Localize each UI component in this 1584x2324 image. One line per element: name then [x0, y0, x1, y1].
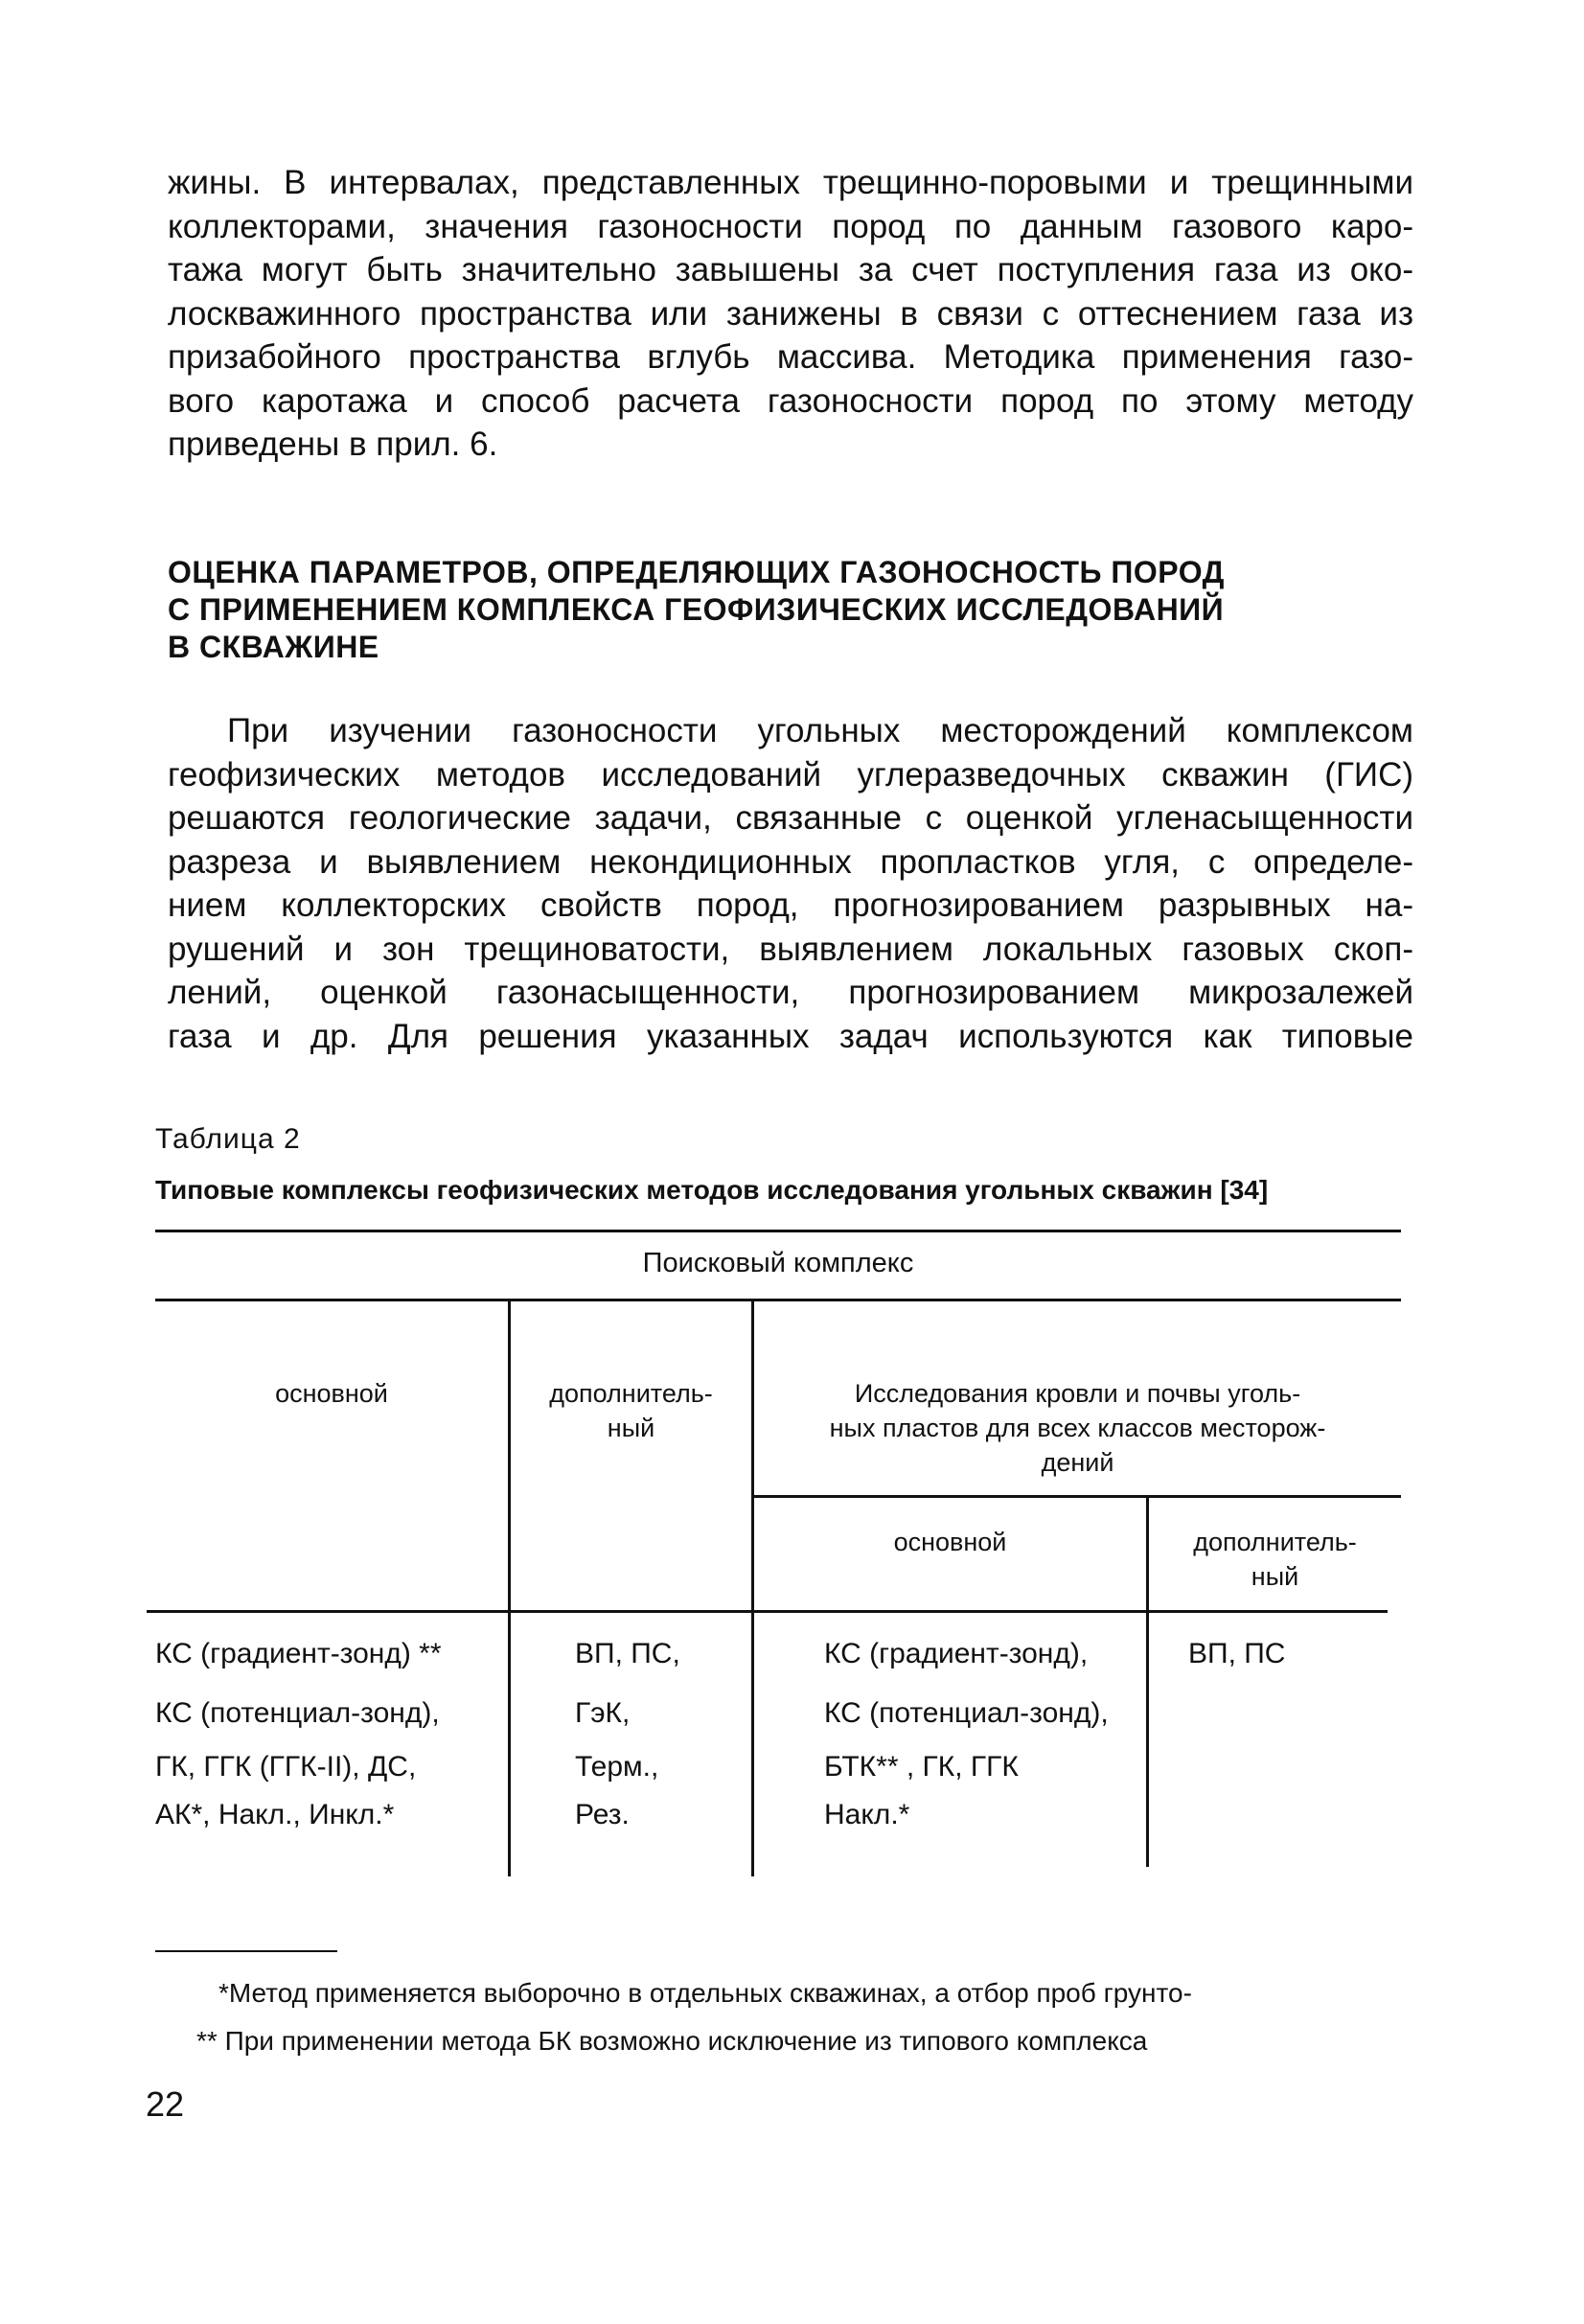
header-main: основной	[275, 1379, 388, 1408]
table-cell: ВП, ПС,	[575, 1638, 680, 1669]
table-cell: Терм.,	[575, 1751, 659, 1783]
footnote-2: ** При применении метода БК возможно исключение из типового комплекса	[196, 2026, 1148, 2056]
column-roof-additional-data	[1188, 1624, 1285, 1684]
subheader-additional	[1149, 1525, 1401, 1594]
body-line: разреза и выявлением некондиционных пропластков угля, с определе-	[168, 842, 1413, 881]
body-line: рушений и зон трещиноватости, выявлением локальных газовых скоп-	[168, 930, 1413, 968]
body-line: геофизических методов исследований углеразведочных скважин (ГИС)	[168, 755, 1413, 794]
table-cell: ГК, ГГК (ГГК-II), ДС,	[155, 1751, 417, 1783]
body-paragraph	[168, 709, 1413, 1058]
footnote-1: *Метод применяется выборочно в отдельных скважинах, а отбор проб грунто-	[218, 1978, 1192, 2008]
header-roof	[754, 1376, 1401, 1480]
subheader-additional-line: ный	[1251, 1562, 1299, 1591]
body-column-divider	[751, 1613, 754, 1876]
group-header: Поисковый комплекс	[642, 1248, 914, 1278]
header-additional-line: ный	[607, 1414, 655, 1442]
intro-line: коллекторами, значения газоносности пород по данным газового каро-	[168, 207, 1413, 245]
header-roof-line: ных пластов для всех классов месторож-	[829, 1414, 1326, 1442]
heading-line: С ПРИМЕНЕНИЕМ КОМПЛЕКСА ГЕОФИЗИЧЕСКИХ ИССЛЕДОВАНИЙ	[168, 592, 1225, 627]
body-line: При изучении газоносности угольных месторождений комплексом	[227, 712, 1413, 749]
intro-line: жины. В интервалах, представленных трещинно-поровыми и трещинными	[168, 164, 1413, 201]
table-cell: АК*, Накл., Инкл.*	[155, 1799, 395, 1830]
group-header-rule	[155, 1299, 1401, 1301]
column-roof-main-data	[824, 1624, 1109, 1839]
header-additional-line: дополнитель-	[549, 1379, 713, 1408]
table-cell: ВП, ПС	[1188, 1638, 1286, 1669]
heading-line: В СКВАЖИНЕ	[168, 630, 379, 664]
table-cell: Рез.	[575, 1799, 630, 1830]
subheader-additional-line: дополнитель-	[1193, 1528, 1357, 1556]
intro-line: приведены в прил. 6.	[168, 426, 498, 463]
table-cell: БТК** , ГК, ГГК	[824, 1751, 1019, 1783]
intro-line: призабойного пространства вглубь массива. Методика применения газо-	[168, 338, 1413, 376]
column-main-data	[155, 1624, 442, 1839]
body-line: лений, оценкой газонасыщенности, прогнозированием микрозалежей	[168, 974, 1413, 1011]
intro-line: лоскважинного пространства или занижены в связи с оттеснением газа из	[168, 294, 1413, 333]
table-top-rule	[155, 1230, 1401, 1232]
table-cell: КС (потенциал-зонд),	[155, 1697, 440, 1729]
header-bottom-rule	[147, 1610, 1388, 1613]
table-cell: КС (потенциал-зонд),	[824, 1697, 1109, 1729]
table-cell: ГэК,	[575, 1697, 631, 1729]
table-cell: Накл.*	[824, 1799, 910, 1830]
body-line: газа и др. Для решения указанных задач используются как типовые	[168, 1017, 1413, 1055]
table-caption: Типовые комплексы геофизических методов исследования угольных скважин [34]	[155, 1175, 1269, 1205]
subheader-rule	[753, 1495, 1401, 1498]
header-roof-line: Исследования кровли и почвы уголь-	[854, 1379, 1301, 1408]
header-additional	[511, 1376, 751, 1445]
intro-paragraph	[168, 161, 1413, 467]
table-cell: КС (градиент-зонд),	[824, 1638, 1089, 1669]
table-label: Таблица 2	[155, 1123, 301, 1155]
column-additional-data	[575, 1624, 680, 1839]
body-column-divider	[1146, 1613, 1149, 1867]
body-column-divider	[508, 1613, 511, 1876]
column-divider	[508, 1299, 511, 1610]
section-heading	[168, 554, 1413, 666]
heading-line: ОЦЕНКА ПАРАМЕТРОВ, ОПРЕДЕЛЯЮЩИХ ГАЗОНОСНОСТЬ ПОРОД	[168, 555, 1225, 589]
subheader-main: основной	[893, 1528, 1007, 1556]
intro-line: вого каротажа и способ расчета газоносности пород по этому методу	[168, 381, 1413, 420]
header-roof-line: дений	[1041, 1448, 1114, 1477]
body-line: решаются геологические задачи, связанные с оценкой угленасыщенности	[168, 799, 1413, 837]
page-number: 22	[146, 2084, 185, 2124]
body-line: нием коллекторских свойств пород, прогнозированием разрывных на-	[168, 886, 1413, 924]
footnote-rule	[155, 1950, 337, 1952]
table-cell: КС (градиент-зонд) **	[155, 1638, 442, 1669]
intro-line: тажа могут быть значительно завышены за счет поступления газа из око-	[168, 251, 1413, 288]
